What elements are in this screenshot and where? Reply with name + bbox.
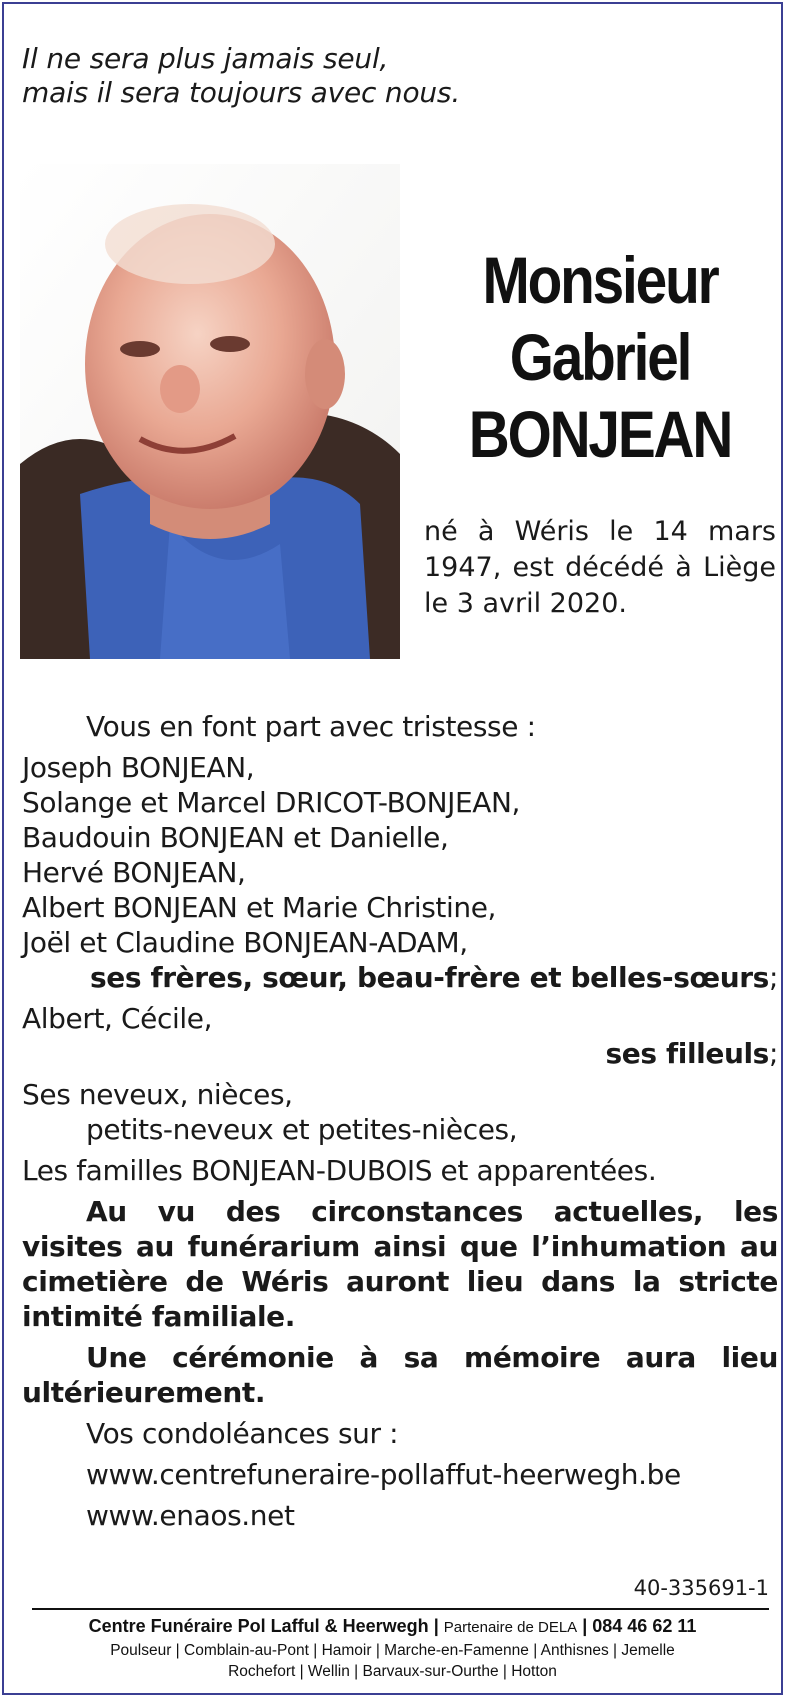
condolences-link-2[interactable]: www.enaos.net xyxy=(86,1499,295,1532)
footer-divider xyxy=(32,1608,769,1610)
birth-death-text: né à Wéris le 14 mars 1947, est décédé à Liège le 3 avril 2020. xyxy=(424,516,776,619)
family-announcement xyxy=(22,709,778,1533)
godchildren-names: Albert, Cécile, xyxy=(22,1002,213,1035)
footer-separator: | xyxy=(582,1616,588,1636)
sibling-line: Albert BONJEAN et Marie Christine, xyxy=(22,891,497,924)
name-first: Gabriel xyxy=(509,320,691,394)
godchildren-role-line xyxy=(22,1036,778,1071)
phone-number: 084 46 62 11 xyxy=(592,1616,697,1636)
obituary-frame xyxy=(2,2,783,1695)
family-intro: Vous en font part avec tristesse : xyxy=(86,710,536,743)
footer-locations-2: Rochefort | Wellin | Barvaux-sur-Ourthe | Hotton xyxy=(228,1663,557,1680)
sibling-line: Solange et Marcel DRICOT-BONJEAN, xyxy=(22,786,521,819)
condolences-link-1[interactable]: www.centrefuneraire-pollaffut-heerwegh.be xyxy=(86,1458,681,1491)
families-line: Les familles BONJEAN-DUBOIS et apparentées. xyxy=(22,1154,657,1187)
siblings-role: ses frères, sœur, beau-frère et belles-sœurs xyxy=(89,961,769,994)
footer-locations-1: Poulseur | Comblain-au-Pont | Hamoir | Marche-en-Famenne | Anthisnes | Jemelle xyxy=(110,1642,675,1659)
grand-nephews-line: petits-neveux et petites-nièces, xyxy=(86,1113,518,1146)
deceased-name xyxy=(424,242,776,473)
siblings-role-line xyxy=(22,960,778,995)
sibling-line: Baudouin BONJEAN et Danielle, xyxy=(22,821,449,854)
godchildren-role: ses filleuls xyxy=(605,1037,769,1070)
footer xyxy=(14,1614,771,1682)
name-last: BONJEAN xyxy=(468,397,732,471)
sibling-line: Joël et Claudine BONJEAN-ADAM, xyxy=(22,926,468,959)
siblings-list xyxy=(22,750,778,960)
quote-line-2: mais il sera toujours avec nous. xyxy=(22,76,461,109)
sibling-line: Joseph BONJEAN, xyxy=(22,751,255,784)
nephews-line: Ses neveux, nièces, xyxy=(22,1078,293,1111)
partner-text: Partenaire de DELA xyxy=(443,1619,578,1636)
circumstances-notice: Au vu des circonstances actuelles, les visites au funérarium ainsi que l’inhumation au cimetière de Wéris auront lieu dans la stricte intimité familiale. xyxy=(22,1195,778,1333)
footer-separator: | xyxy=(433,1616,439,1636)
quote xyxy=(22,42,460,110)
company-name: Centre Funéraire Pol Lafful & Heerwegh xyxy=(88,1616,429,1636)
name-title: Monsieur xyxy=(482,243,718,317)
reference-number: 40-335691-1 xyxy=(633,1576,769,1600)
sibling-line: Hervé BONJEAN, xyxy=(22,856,246,889)
portrait-photo xyxy=(20,164,400,659)
footer-line-1 xyxy=(14,1614,771,1640)
condolences-label: Vos condoléances sur : xyxy=(86,1417,399,1450)
ceremony-notice: Une cérémonie à sa mémoire aura lieu ultérieurement. xyxy=(22,1341,778,1409)
godchildren-role-end: ; xyxy=(768,1037,778,1070)
quote-line-1: Il ne sera plus jamais seul, xyxy=(22,42,389,75)
siblings-role-end: ; xyxy=(768,961,778,994)
